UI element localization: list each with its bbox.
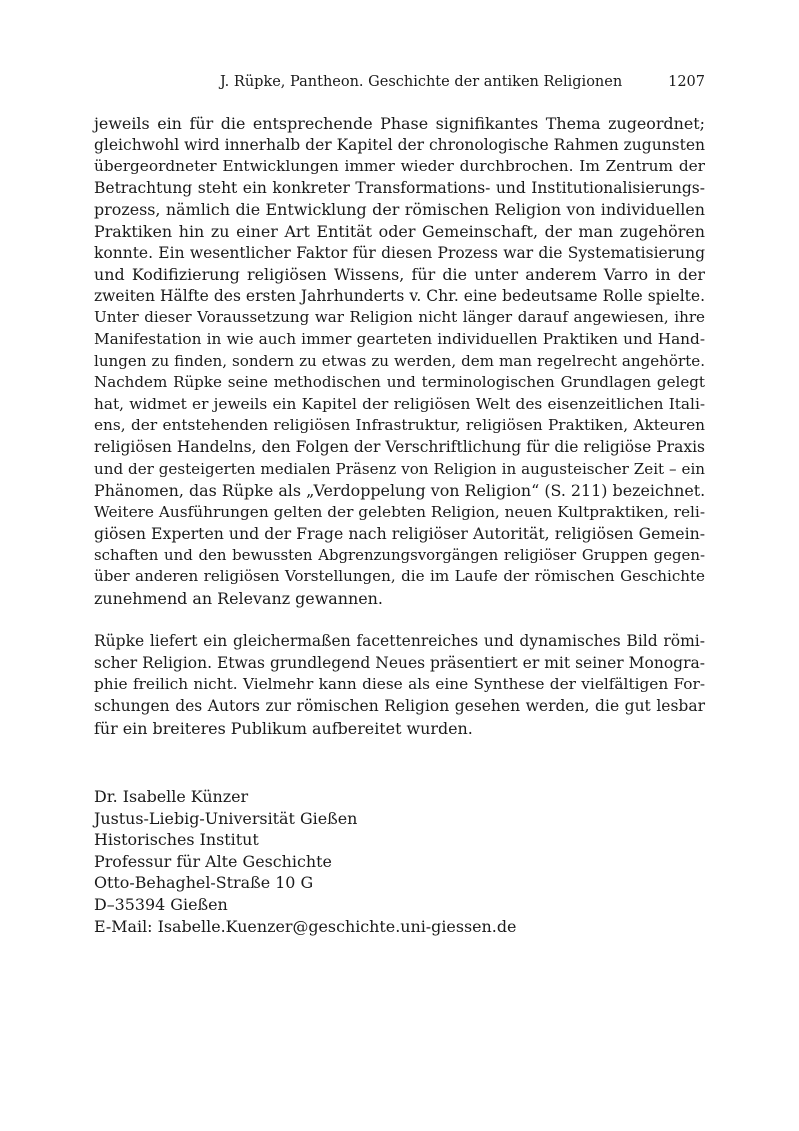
paragraph-2 [94, 631, 705, 739]
text-line: konnte. Ein wesentlicher Faktor für diesen Prozess war die Systematisierung [94, 243, 705, 262]
text-line: ens, der entstehenden religiösen Infrastruktur, religiösen Praktiken, Akteuren [94, 416, 705, 435]
text-line: lungen zu finden, sondern zu etwas zu werden, dem man regelrecht angehörte. [94, 351, 705, 370]
text-line: jeweils ein für die entsprechende Phase signifikantes Thema zugeordnet; [94, 114, 705, 133]
text-line: prozess, nämlich die Entwicklung der römischen Religion von individuellen [94, 200, 705, 220]
paragraph-spacer [94, 610, 705, 632]
running-title: J. Rüpke, Pantheon. Geschichte der antiken Religionen [220, 74, 623, 90]
text-line: gleichwohl wird innerhalb der Kapitel der chronologische Rahmen zugunsten [94, 135, 706, 154]
text-line: übergeordneter Entwicklungen immer wieder durchbrochen. Im Zentrum der [94, 157, 705, 176]
text-line: schungen des Autors zur römischen Religion gesehen werden, die gut lesbar [94, 697, 705, 716]
text-line: phie freilich nicht. Vielmehr kann diese als eine Synthese der vielfältigen For- [94, 675, 705, 694]
review-body [94, 113, 705, 739]
text-line: über anderen religiösen Vorstellungen, die im Laufe der römischen Geschichte [94, 567, 705, 586]
text-line: Manifestation in wie auch immer gearteten individuellen Praktiken und Hand- [94, 329, 705, 348]
chair: Professur für Alte Geschichte [94, 851, 332, 871]
author-name: Dr. Isabelle Künzer [94, 787, 249, 806]
text-line: Phänomen, das Rüpke als „Verdoppelung von Religion“ (S. 211) bezeichnet. [94, 481, 706, 501]
text-line: religiösen Handelns, den Folgen der Verschriftlichung für die religiöse Praxis [94, 437, 705, 456]
text-line: giösen Experten und der Frage nach religiöser Autorität, religiösen Gemein- [94, 524, 705, 544]
text-line: scher Religion. Etwas grundlegend Neues präsentiert er mit seiner Monogra- [94, 653, 705, 672]
paragraph-1 [94, 113, 705, 610]
university: Justus-Liebig-Universität Gießen [94, 808, 358, 828]
author-address [94, 786, 516, 937]
text-line: Weitere Ausführungen gelten der gelebten Religion, neuen Kultpraktiken, reli- [94, 502, 705, 521]
text-line: für ein breiteres Publikum aufbereitet wurden. [94, 718, 473, 738]
text-line: und der gesteigerten medialen Präsenz von Religion in augusteischer Zeit – ein [94, 459, 705, 478]
email-address: E-Mail: Isabelle.Kuenzer@geschichte.uni-giessen.de [94, 916, 517, 936]
text-line: hat, widmet er jeweils ein Kapitel der religiösen Welt des eisenzeitlichen Itali- [94, 394, 705, 413]
text-line: zunehmend an Relevanz gewannen. [94, 589, 383, 609]
street-address: Otto-Behaghel-Straße 10 G [94, 873, 314, 893]
text-line: zweiten Hälfte des ersten Jahrhunderts v. Chr. eine bedeutsame Rolle spielte. [94, 286, 705, 305]
text-line: und Kodifizierung religiösen Wissens, für die unter anderem Varro in der [94, 265, 705, 285]
text-line: Praktiken hin zu einer Art Entität oder Gemeinschaft, der man zugehören [94, 221, 705, 241]
text-line: Unter dieser Voraussetzung war Religion nicht länger darauf angewiesen, ihre [94, 308, 705, 327]
text-line: Rüpke liefert ein gleichermaßen facettenreiches und dynamisches Bild römi- [94, 632, 705, 651]
page-number: 1207 [668, 74, 705, 90]
running-header [94, 74, 705, 96]
text-line: schaften und den bewussten Abgrenzungsvorgängen religiöser Gruppen gegen- [94, 545, 705, 564]
text-line: Nachdem Rüpke seine methodischen und terminologischen Grundlagen gelegt [94, 373, 705, 392]
postal-city: D–35394 Gießen [94, 894, 228, 914]
institute: Historisches Institut [94, 830, 259, 850]
text-line: Betrachtung steht ein konkreter Transformations- und Institutionalisierungs- [94, 178, 705, 197]
